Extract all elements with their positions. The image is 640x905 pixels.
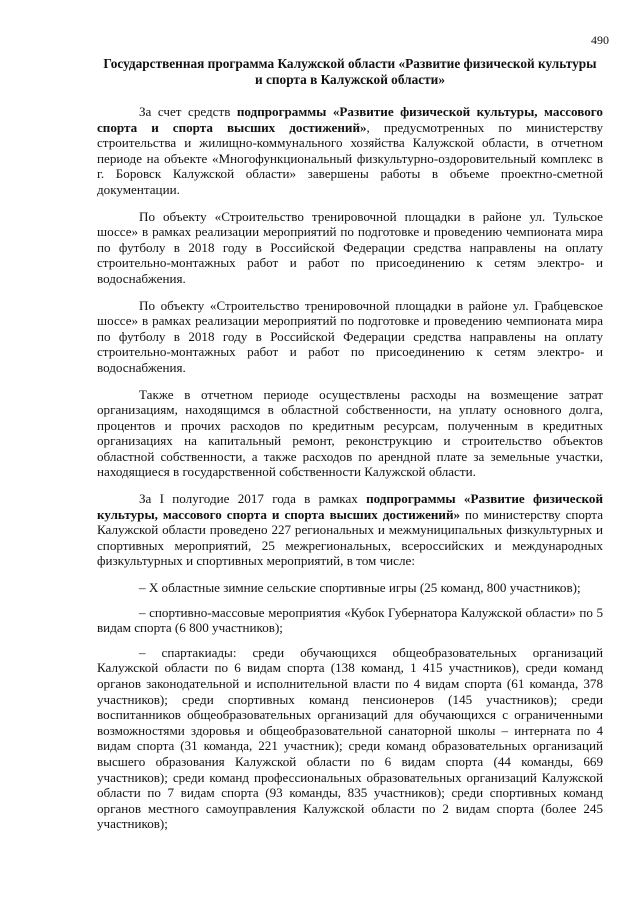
document-body — [97, 56, 603, 843]
page-number: 490 — [591, 33, 609, 47]
section-title: Государственная программа Калужской области «Развитие физической культуры и спорта в Калужской области» — [103, 56, 597, 87]
paragraph — [97, 491, 603, 569]
paragraph-text: За I полугодие 2017 года в рамках — [139, 491, 367, 507]
subprogram-name: подпрограммы «Развитие физической культуры, массового спорта и спорта высших достижений» — [97, 104, 603, 135]
paragraph-text: , предусмотренных по министерству строительства и жилищно-коммунального хозяйства Калужской области, в отчетном периоде на объекте «Многофункциональный физкультурно-оздоровительный комплекс в г. Боровск Калужской области» завершены работы в объеме проектно-сметной документации. — [97, 119, 603, 197]
list-item: – спартакиады: среди обучающихся общеобразовательных организаций Калужской области по 6 видам спорта (138 команд, 1 415 участников), среди команд органов законодательной и исполнительной власти по 4 видам спорта (61 команда, 378 участников); среди спортивных команд пенсионеров (145 участников); среди воспитанников общеобразовательных организаций для обучающихся с ограниченными возможностями здоровья и общеобразовательной санаторной школы – интерната по 4 видам спорта (31 команда, 221 участник); среди команд образовательных организаций высшего образования Калужской области по 6 видам спорта (44 команды, 669 участников); среди команд профессиональных образовательных организаций Калужской области по 7 видам спорта (93 команды, 835 участников); среди спортивных команд органов местного самоуправления Калужской области по 2 видам спорта (более 245 участников); — [97, 644, 603, 832]
paragraph: Также в отчетном периоде осуществлены расходы на возмещение затрат организациям, находящимся в областной собственности, на уплату основного долга, процентов и прочих расходов по кредитным ресурсам, полученным в кредитных организациях на капитальный ремонт, реконструкцию и строительство объектов областной собственности, а также расходов по арендной плате за земельные участки, находящиеся в государственной собственности Калужской области. — [97, 386, 603, 480]
paragraph: По объекту «Строительство тренировочной площадки в районе ул. Тульское шоссе» в рамках реализации мероприятий по подготовке и проведению чемпионата мира по футболу в 2018 году в Российской Федерации средства направлены на оплату строительно-монтажных работ и работ по присоединению к сетям электро- и водоснабжения. — [97, 208, 603, 286]
list-item: – X областные зимние сельские спортивные игры (25 команд, 800 участников); — [139, 580, 581, 596]
paragraph-text: по министерству спорта Калужской области проведено 227 региональных и межмуниципальных физкультурных и спортивных мероприятий, 25 межрегиональных, всероссийских и международных физкультурных и спортивных мероприятий, в том числе: — [97, 506, 604, 569]
paragraph — [97, 104, 603, 198]
list-item: – спортивно-массовые мероприятия «Кубок Губернатора Калужской области» по 5 видам спорта (6 800 участников); — [97, 604, 603, 636]
subprogram-name: подпрограммы «Развитие физической культуры, массового спорта и спорта высших достижений» — [97, 491, 604, 522]
paragraph: По объекту «Строительство тренировочной площадки в районе ул. Грабцевское шоссе» в рамках реализации мероприятий по подготовке и проведению чемпионата мира по футболу в 2018 году в Российской Федерации средства направлены на оплату строительно-монтажных работ и работ по присоединению к сетям электро- и водоснабжения. — [97, 297, 603, 375]
paragraph-text: За счет средств — [139, 104, 237, 119]
